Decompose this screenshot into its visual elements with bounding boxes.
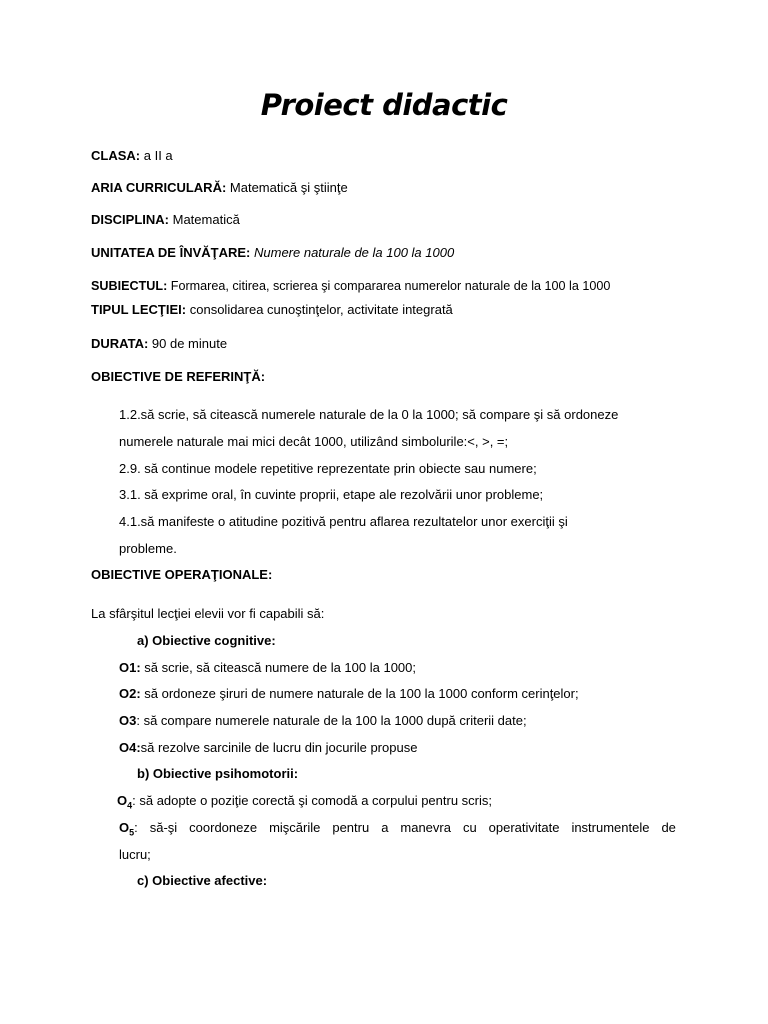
subheading-psihomotorii: b) Obiective psihomotorii: <box>137 766 299 781</box>
objective-label: $O_4$ <box>117 793 133 811</box>
field-value: consolidarea cunoştinţelor, activitate integrată <box>189 302 453 317</box>
field-label: UNITATEA DE ÎNVĂŢARE: <box>91 245 251 260</box>
field-clasa <box>91 147 173 165</box>
subheading-cognitive: a) Obiective cognitive: <box>137 633 276 648</box>
list-item: numerele naturale mai mici decât 1000, utilizând simbolurile:<, >, =; <box>119 434 509 449</box>
field-label: SUBIECTUL: <box>91 279 168 293</box>
list-item: probleme. <box>119 541 177 556</box>
objective-label: $O_5$ <box>119 820 135 838</box>
objective-o5-continuation: lucru; <box>119 847 151 862</box>
subheading-afective: c) Obiective afective: <box>137 873 268 888</box>
objective-text: să scrie, să citească numere de la 100 la 1000; <box>140 660 416 675</box>
word: : <box>134 820 138 835</box>
word: operativitate <box>488 820 560 835</box>
word: cu <box>462 820 477 835</box>
word: de <box>661 820 676 835</box>
objective-o4-psihomotor <box>117 792 492 815</box>
field-value: Formarea, citirea, scrierea şi compararea numerelor naturale de la 100 la 1000 <box>170 279 611 293</box>
section-heading-operationale: OBIECTIVE OPERAŢIONALE: <box>91 567 273 582</box>
objective-o2 <box>119 685 579 703</box>
field-value: Numere naturale de la 100 la 1000 <box>254 245 455 260</box>
objective-o1 <box>119 659 416 677</box>
word: pentru <box>332 820 370 835</box>
field-durata <box>91 335 227 353</box>
objective-text: să rezolve sarcinile de lucru din jocurile propuse <box>140 740 418 755</box>
field-subiectul <box>91 277 610 295</box>
section-heading-referinta: OBIECTIVE DE REFERINŢĂ: <box>91 369 266 384</box>
objective-o5-lead <box>119 819 138 842</box>
word: coordoneze <box>189 820 258 835</box>
objective-text: : să compare numerele naturale de la 100 la 1000 după criterii date; <box>136 713 527 728</box>
word: instrumentele <box>571 820 650 835</box>
intro-text: La sfârşitul lecţiei elevii vor fi capabili să: <box>91 606 325 621</box>
field-label: ARIA CURRICULARĂ: <box>91 180 227 195</box>
word: manevra <box>400 820 451 835</box>
objective-label: O3 <box>119 713 137 728</box>
field-value: Matematică şi ştiinţe <box>229 180 348 195</box>
field-value: Matematică <box>172 212 240 227</box>
word: a <box>381 820 389 835</box>
objective-label: O2: <box>119 686 141 701</box>
field-unitatea <box>91 244 454 262</box>
field-label: CLASA: <box>91 148 141 163</box>
field-aria <box>91 179 348 197</box>
page-title: Proiect didactic <box>260 88 508 122</box>
field-disciplina <box>91 211 240 229</box>
field-value: a II a <box>143 148 173 163</box>
field-label: TIPUL LECŢIEI: <box>91 302 187 317</box>
field-label: DURATA: <box>91 336 149 351</box>
objective-text: să ordoneze şiruri de numere naturale de la 100 la 1000 conform cerinţelor; <box>140 686 579 701</box>
objective-o4 <box>119 739 417 757</box>
field-tipul <box>91 301 453 319</box>
word: să-şi <box>149 820 178 835</box>
field-value: 90 de minute <box>151 336 228 351</box>
objective-text: : să adopte o poziţie corectă şi comodă a corpului pentru scris; <box>132 793 492 808</box>
objective-o5 <box>119 819 676 842</box>
objective-label: O1: <box>119 660 141 675</box>
list-item: 2.9. să continue modele repetitive reprezentate prin obiecte sau numere; <box>119 461 537 476</box>
objective-o3 <box>119 712 527 730</box>
field-label: DISCIPLINA: <box>91 212 169 227</box>
list-item: 4.1.să manifeste o atitudine pozitivă pentru aflarea rezultatelor unor exerciţii şi <box>119 514 568 529</box>
word: mişcările <box>269 820 321 835</box>
list-item: 3.1. să exprime oral, în cuvinte proprii, etape ale rezolvării unor probleme; <box>119 487 544 502</box>
list-item: 1.2.să scrie, să citească numerele naturale de la 0 la 1000; să compare şi să ordoneze <box>119 407 619 422</box>
objective-label: O4: <box>119 740 141 755</box>
